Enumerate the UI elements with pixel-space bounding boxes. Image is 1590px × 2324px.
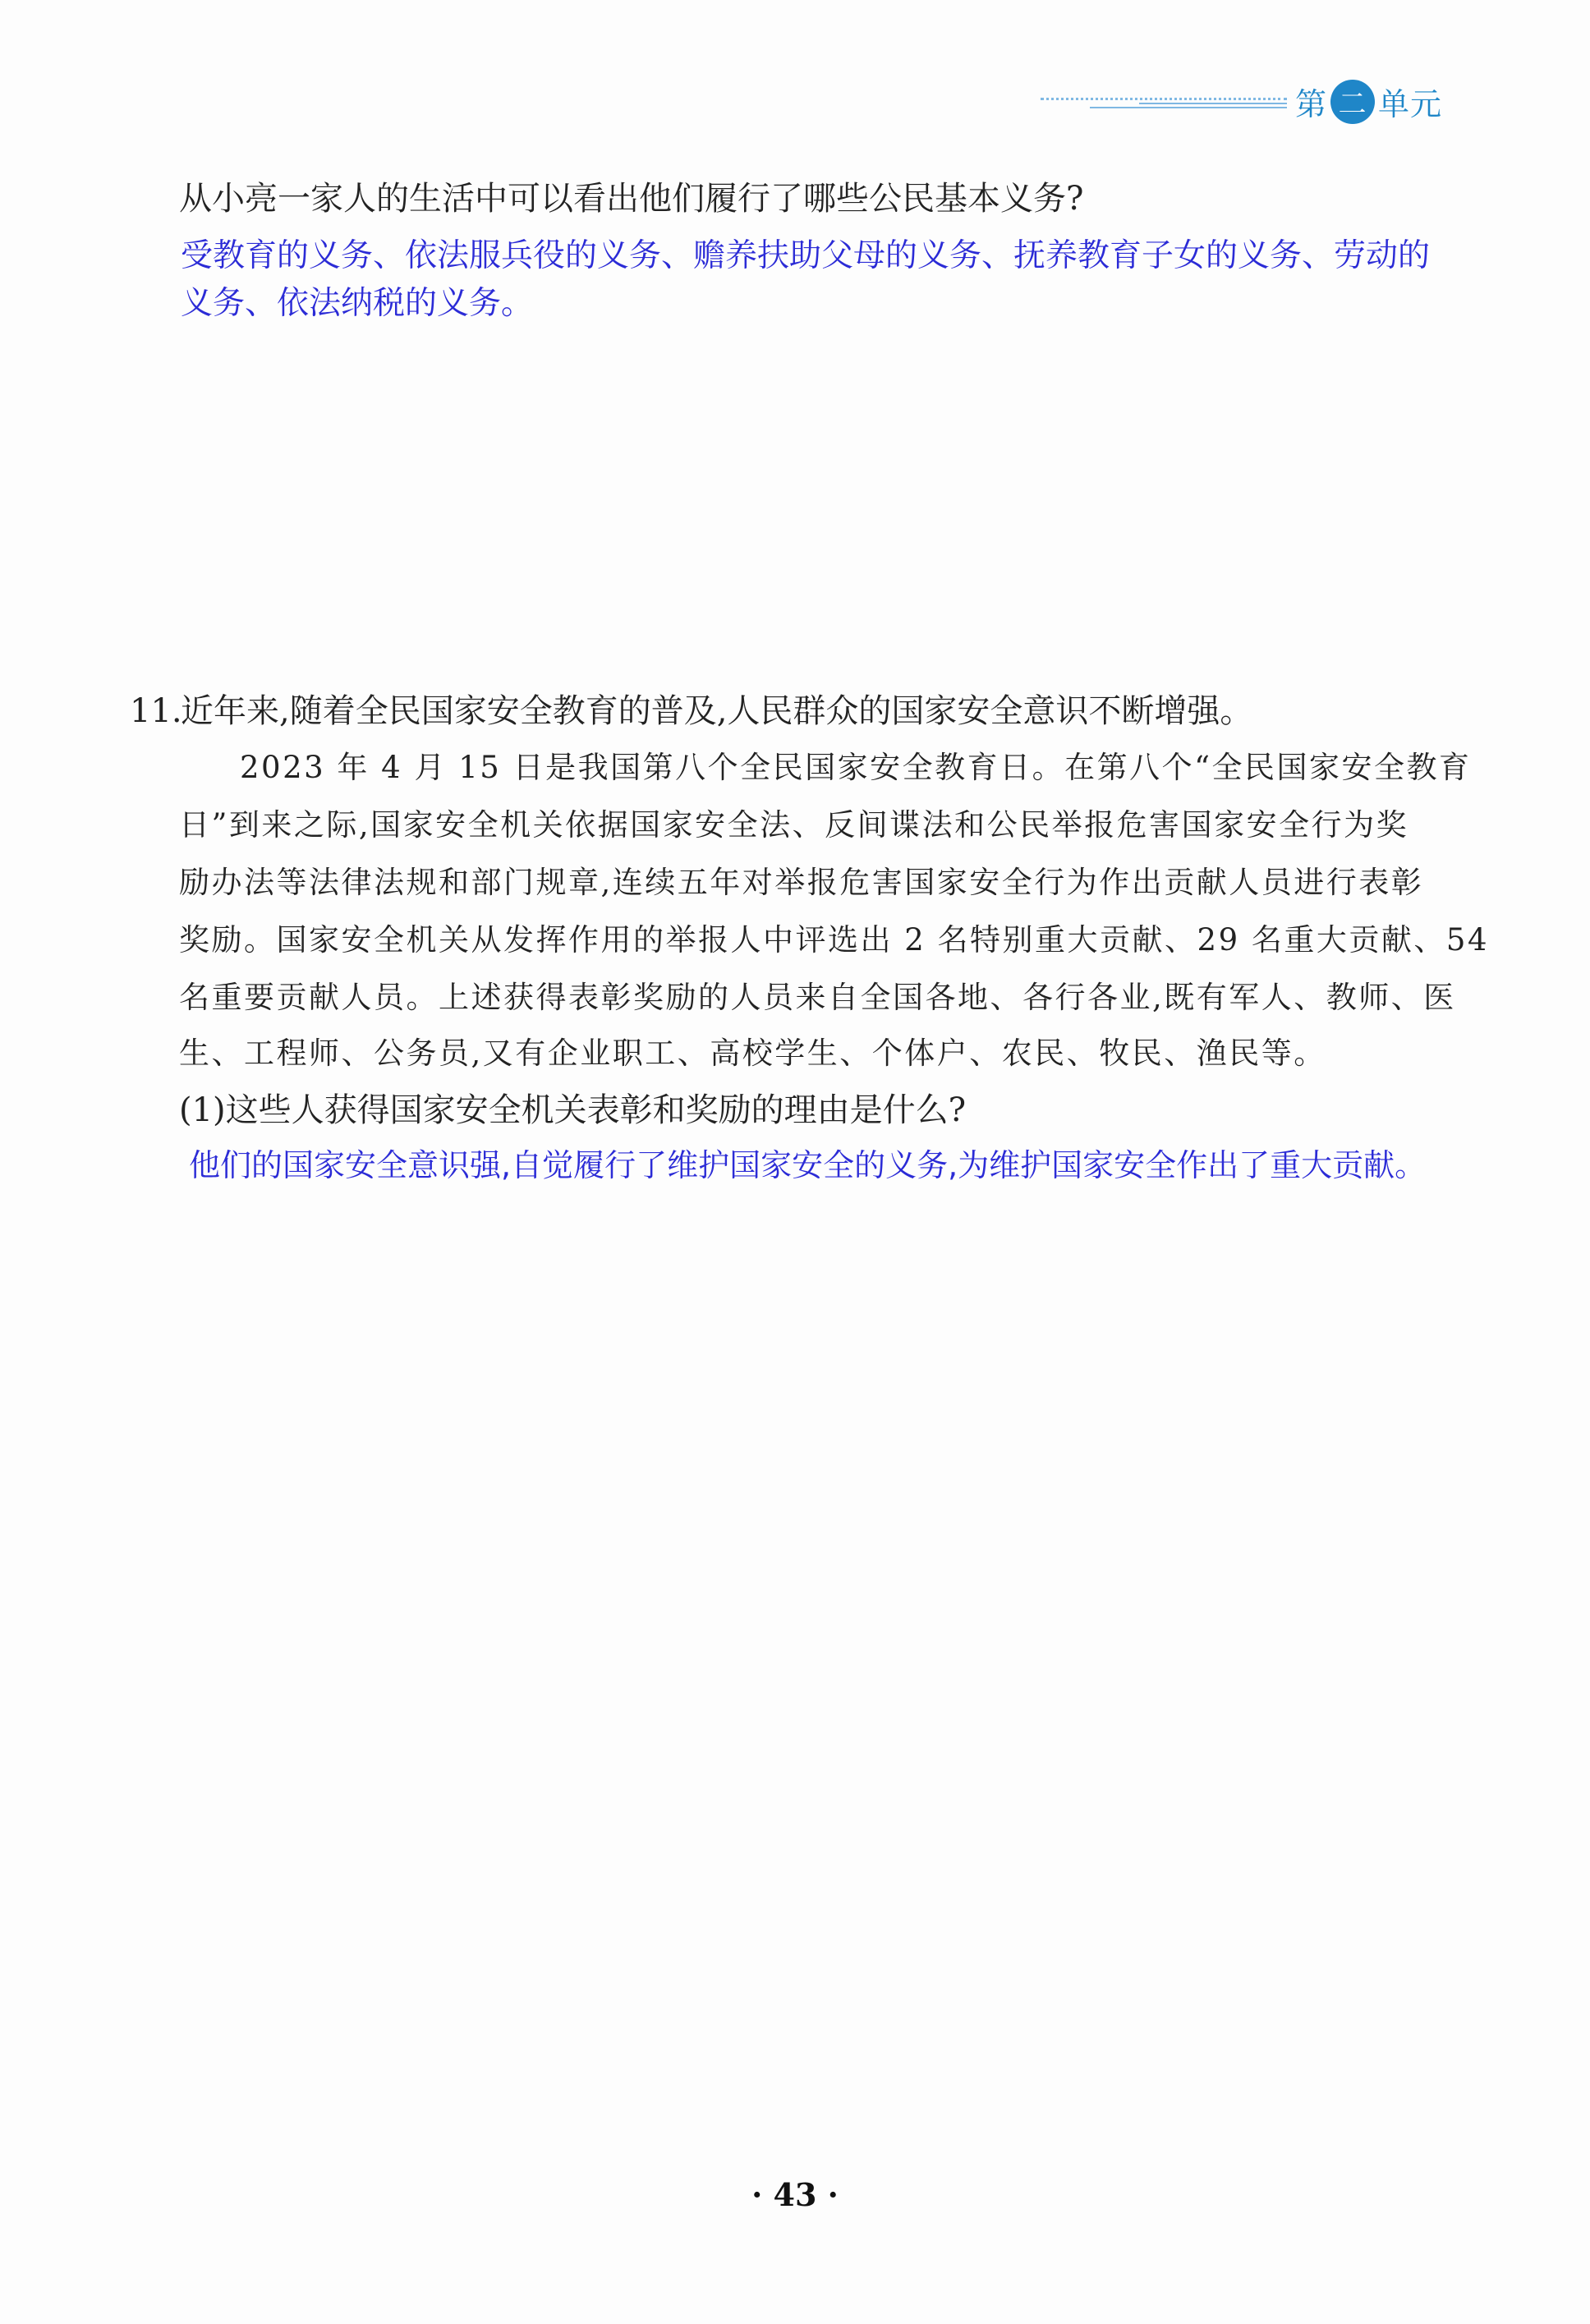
- q11-sub1-question: (1)这些人获得国家安全机关表彰和奖励的理由是什么?: [179, 1091, 967, 1129]
- q10-answer-line-1: 受教育的义务、依法服兵役的义务、赡养扶助父母的义务、抚养教育子女的义务、劳动的: [181, 237, 1431, 274]
- header-decorative-rules: [1041, 95, 1287, 108]
- page-number: · 43 ·: [751, 2176, 839, 2213]
- q11-material-line-4: 奖励。国家安全机关从发挥作用的举报人中评选出 2 名特别重大贡献、29 名重大贡献、54: [179, 922, 1489, 958]
- q11-material-line-2: 日”到来之际,国家安全机关依据国家安全法、反间谍法和公民举报危害国家安全行为奖: [179, 807, 1409, 843]
- q11-material-line-6: 生、工程师、公务员,又有企业职工、高校学生、个体户、农民、牧民、渔民等。: [179, 1036, 1326, 1071]
- q11-material-line-3: 励办法等法律法规和部门规章,连续五年对举报危害国家安全行为作出贡献人员进行表彰: [179, 865, 1424, 900]
- q11-sub1-answer: 他们的国家安全意识强,自觉履行了维护国家安全的义务,为维护国家安全作出了重大贡献。: [189, 1147, 1427, 1183]
- unit-title-prefix: 第: [1294, 86, 1327, 122]
- q11-number: 11.: [130, 692, 182, 730]
- q11-stem: 近年来,随着全民国家安全教育的普及,人民群众的国家安全意识不断增强。: [181, 692, 1253, 730]
- unit-title-suffix: 单元: [1377, 86, 1442, 122]
- q11-material-line-5: 名重要贡献人员。上述获得表彰奖励的人员来自全国各地、各行各业,既有军人、教师、医: [179, 980, 1456, 1015]
- q10-answer-line-2: 义务、依法纳税的义务。: [181, 285, 534, 322]
- q11-material-line-1: 2023 年 4 月 15 日是我国第八个全民国家安全教育日。在第八个“全民国家安全教育: [240, 750, 1472, 785]
- q10-question: 从小亮一家人的生活中可以看出他们履行了哪些公民基本义务?: [179, 180, 1084, 218]
- unit-number-badge: 二: [1330, 80, 1375, 124]
- unit-title: [1295, 79, 1442, 124]
- unit-header: [1041, 79, 1442, 124]
